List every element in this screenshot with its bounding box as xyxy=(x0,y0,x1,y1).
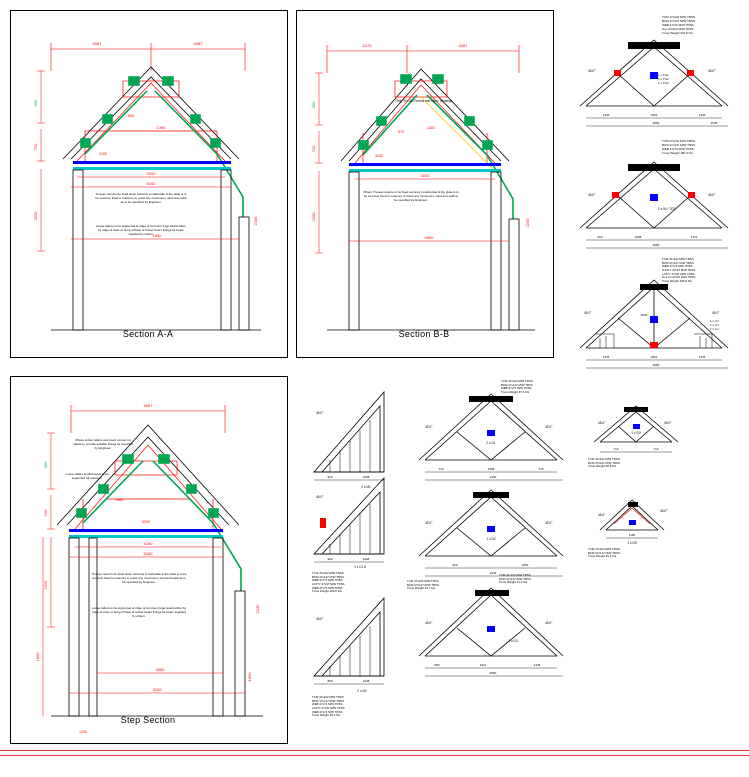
truss-detail-1 xyxy=(566,14,742,136)
dim-right-2235: 2235 xyxy=(253,216,258,226)
dim-top-4287: 4287 xyxy=(458,43,468,48)
truss4-label: 2 x M1 xyxy=(361,485,371,489)
truss1-ridge-plate xyxy=(628,42,680,49)
dim-inner-4200-step: 4200 xyxy=(143,541,153,546)
truss-detail-11 xyxy=(584,488,694,576)
truss1-dim-4060: 4060 xyxy=(652,121,660,125)
truss9-pitch-right: 45.0° xyxy=(545,621,553,625)
truss1-dim-1445: 1445 xyxy=(602,113,610,117)
dim-inner-5160: 5160 xyxy=(146,181,156,186)
truss3-dim-4060: 4060 xyxy=(652,363,660,367)
truss10-dim-716b: 716 xyxy=(653,447,659,451)
truss6-dim-800: 800 xyxy=(327,679,333,683)
truss3-pitch-left: 45.0° xyxy=(584,311,592,315)
dim-left-900: 900 xyxy=(33,99,38,107)
truss-detail-6 xyxy=(300,590,396,720)
note-masonry-fix: Where timber rafters and posts connect to masonry, provide suitable fixings as specified by Engineer. xyxy=(73,439,133,450)
truss5-label: 1 x CJ A xyxy=(354,565,366,569)
truss8-dim-1060: 1060 xyxy=(521,563,529,567)
truss1-dim-1545: 1545 xyxy=(710,121,718,125)
dim-inner-4050-step: 4050 xyxy=(155,667,165,672)
truss9-dim-1021: 1021 xyxy=(479,663,487,667)
caption-section-a-a: Section A-A xyxy=(122,329,174,339)
dim-inner-3200-step: 3200 xyxy=(152,687,162,692)
truss11-spec: TCM 47x222 M/W TRSSBCM 47x147 M/W TRSSTruss Weight 19.1 KG xyxy=(588,548,620,559)
note-tie-down: Trusses need to be fixed down securely to wall-plate & the plate is to be securely fixed to masonry to resist any movement, wind and uplift as to be specified by Engineer. xyxy=(95,193,187,204)
truss6-label: 2 x M2 xyxy=(357,689,367,693)
truss7-dim-2400: 2400 xyxy=(489,475,497,479)
truss5-pitch: 45.0° xyxy=(316,495,324,499)
truss9-dim-580: 580 xyxy=(434,663,440,667)
truss7-spec: TCM 47x222 M/W TRSSBCM 47x147 M/W TRSSWEB 47x72 M/W TRSSTruss Weight 37.4 KG xyxy=(501,380,533,394)
truss5-dim-900: 900 xyxy=(327,557,333,561)
truss10-spec: TCM 47x222 M/W TRSSBCM 47x147 M/W TRSSTruss Weight 38.8 KG xyxy=(588,458,620,469)
dim-inner-570: 570 xyxy=(398,130,404,134)
dim-top-4087-step: 4087 xyxy=(143,403,153,408)
dim-top-2470: 2470 xyxy=(362,43,372,48)
truss-detail-9 xyxy=(405,572,577,692)
truss2-dim-4060: 4060 xyxy=(652,243,660,247)
truss9-spec: TCM 47x222 M/W TRSSBCM 47x147 M/W TRSSTruss Weight 41.2 KG xyxy=(499,574,531,585)
note-loose-rafters-step: Loose rafters to be supported at ridge of common ridge board either by ridge of truss or hung off face of timber beam fixings for beam supplied by others. xyxy=(91,607,187,618)
truss11-dim-1160: 1160 xyxy=(628,533,636,537)
truss1-dim-1821: 1821 xyxy=(650,113,658,117)
truss3-spec: TCM 47x222 M/W TRSSBCM 47x147 M/W TRSSWEB 47x72 M/W TRSSCJ/ALT 47x97 M/W TRSSLATTY 47x97 M/W TRSSNos CJ 47x97 M/W TRSSTruss Weight 196.8 KG xyxy=(662,258,696,283)
truss1-dim-1445b: 1445 xyxy=(698,113,706,117)
truss7-dim-1008: 1008 xyxy=(487,467,495,471)
truss8-dim-960: 960 xyxy=(452,563,458,567)
truss2-pitch-left: 45.0° xyxy=(588,193,596,197)
truss7-label: 2 x G1 xyxy=(486,441,496,445)
dim-inner-1200-step: 1200 xyxy=(79,730,87,734)
truss-detail-2 xyxy=(566,140,742,256)
dim-top-right: 4087 xyxy=(193,41,203,46)
truss5-spec: TCM 47x222 M/W TRSSBCM 47x147 M/W TRSSWEB 47x72 M/W TRSSLATTY 47x97 M/W TRSSWEB 47x72 M/W TRSSTruss Weight 180.0 KG xyxy=(312,572,345,594)
truss7-pitch-left: 45.0° xyxy=(425,425,433,429)
dim-inner-5800: 5800 xyxy=(424,235,434,240)
truss11-pitch-right: 45.0° xyxy=(660,509,668,513)
truss8-pitch-left: 45.0° xyxy=(425,521,433,525)
truss8-label: 1 x G2 xyxy=(486,537,496,541)
truss4-pitch: 45.0° xyxy=(316,411,324,415)
section-a-a-drawing xyxy=(11,11,285,355)
truss9-dim-1445: 1445 xyxy=(533,663,541,667)
dim-inner-5160-step: 5160 xyxy=(143,551,153,556)
caption-step-section: Step Section xyxy=(120,715,176,725)
truss3-dim-1445: 1445 xyxy=(602,355,610,359)
truss10-pitch-right: 45.0° xyxy=(664,421,672,425)
truss7-dim-716: 716 xyxy=(438,467,444,471)
truss11-label: 1 x G5 xyxy=(627,541,637,545)
truss7-dim-716b: 716 xyxy=(538,467,544,471)
truss8-pitch-right: 45.0° xyxy=(545,521,553,525)
truss3-dim-2000: 2000 xyxy=(640,313,648,317)
dim-right-1900-step: 1900 xyxy=(247,672,252,682)
panel-step-section xyxy=(10,376,288,744)
truss3-label: 1 x CJ1 x CJ1 x CJ xyxy=(710,320,719,331)
truss2-label: 1 x 54 / TG3 xyxy=(658,207,676,211)
truss1-web-plate xyxy=(650,72,658,79)
section-b-b-drawing xyxy=(297,11,551,355)
dim-inner-4200: 4200 xyxy=(146,171,156,176)
step-section-drawing xyxy=(11,377,285,741)
note-tie-down-step: Trusses need to be fixed down securely to wall-plate & the plate is to be securely fixed to masonry to resist any movement, wind and uplift as to be specified by Engineer. xyxy=(91,573,187,584)
truss3-pitch-right: 45.0° xyxy=(712,311,720,315)
panel-section-a-a xyxy=(10,10,288,358)
dim-right-2235-step: 2235 xyxy=(255,604,260,614)
note-truss-fix-b: Where Trusses require to be fixed securely to wall-plate & the plate is to be securely fixed to masonry to resist any movement, wind and uplift to be specified by Engineer. xyxy=(363,191,459,202)
truss2-dim-1721: 1721 xyxy=(690,235,698,239)
truss3-dim-1445b: 1445 xyxy=(698,355,706,359)
truss4-dim-1008: 1008 xyxy=(362,475,370,479)
truss6-spec: TCM 47x222 M/W TRSSBCM 47x147 M/W TRSSWEB 47x72 M/W TRSSLATTY 47x97 M/W TRSSWEB 47x72 M/W TRSSTruss Weight 98.0 KG xyxy=(312,696,345,718)
truss1-pitch-right: 45.0° xyxy=(708,69,716,73)
dim-inner-1900: 1900 xyxy=(152,233,162,238)
truss10-label: 1 x G4 xyxy=(631,431,641,435)
panel-section-b-b xyxy=(296,10,554,358)
dim-inner-1390: 1390 xyxy=(156,125,166,130)
truss6-pitch: 45.0° xyxy=(316,617,324,621)
dim-right-2235-b: 2235 xyxy=(525,218,530,228)
dim-left-720-b: 720 xyxy=(311,145,316,153)
truss1-pitch-left: 45.0° xyxy=(588,69,596,73)
dim-inner-3160: 3160 xyxy=(99,152,107,156)
truss3-dim-1821: 1821 xyxy=(650,355,658,359)
dim-left-900-b: 900 xyxy=(311,101,316,109)
dim-inner-1360-step: 1360 xyxy=(115,498,123,502)
truss10-dim-716: 716 xyxy=(613,447,619,451)
truss-detail-10 xyxy=(584,390,694,486)
dim-inner-3430: 3430 xyxy=(375,154,383,158)
truss6-dim-1048: 1048 xyxy=(362,679,370,683)
dim-inner-4020: 4020 xyxy=(420,173,430,178)
truss9-dim-3660: 3660 xyxy=(489,671,497,675)
dim-inner-500: 500 xyxy=(127,113,135,118)
truss9-pitch-left: 45.0° xyxy=(425,621,433,625)
truss7-pitch-right: 45.0° xyxy=(545,425,553,429)
dim-inner-1500: 1500 xyxy=(427,126,435,130)
truss2-dim-660: 660 xyxy=(597,235,603,239)
truss10-pitch-left: 45.0° xyxy=(598,421,606,425)
dim-inner-3200b-step: 3200 xyxy=(142,520,150,524)
truss8-dim-2640: 2640 xyxy=(489,571,497,575)
dim-top-left: 4087 xyxy=(92,41,102,46)
truss-detail-3 xyxy=(566,258,742,376)
truss1-spec: TCM 47x222 M/W TRSSBCM 47x147 M/W TRSSWEB 47x72 M/W TRSS2no 47x222 M/W TRSSTruss Weight 224.8 KG xyxy=(662,16,696,35)
dim-left-1500-step: 1500 xyxy=(35,652,40,662)
truss1-label: 1 x TG11 x TG21 x TG3 xyxy=(658,74,669,85)
truss4-dim-900: 900 xyxy=(327,475,333,479)
dim-left-2200-b: 2200 xyxy=(311,212,316,222)
caption-section-b-b: Section B-B xyxy=(398,329,450,339)
truss2-dim-1008: 1008 xyxy=(634,235,642,239)
truss11-pitch-left: 45.0° xyxy=(598,513,606,517)
dim-left-2225-step: 2225 xyxy=(43,580,48,590)
footer-rule xyxy=(0,755,749,756)
note-loose-rafters: Loose rafters to be supported at ridge of common ridge board either by ridge of truss or hung off face of timber beam fixings for beam supplied by others. xyxy=(95,225,187,236)
dim-left-2225: 2225 xyxy=(33,211,38,221)
truss-detail-5 xyxy=(300,472,396,596)
truss8-spec: TCM 47x222 M/W TRSSBCM 47x147 M/W TRSSTruss Weight 34.7 KG xyxy=(407,580,439,591)
dim-left-900-step: 900 xyxy=(43,461,48,469)
truss2-spec: TCM 47x222 M/W TRSSBCM 47x147 M/W TRSSWEB 47x72 M/W TRSSTruss Weight 180.4 KG xyxy=(662,140,696,155)
note-purlins: Only 47x100 Purlins and Hips / Bindings xyxy=(395,99,453,103)
truss5-dim-1008: 1008 xyxy=(362,557,370,561)
dim-left-720: 720 xyxy=(33,143,38,151)
sheet-footer xyxy=(0,750,749,777)
note-abutments: Loose rafters at abutments to be supported off masonry. xyxy=(65,473,109,480)
dim-left-720-step: 720 xyxy=(43,509,48,517)
truss2-pitch-right: 45.0° xyxy=(708,193,716,197)
truss9-label: 1 x G3 xyxy=(508,639,518,643)
